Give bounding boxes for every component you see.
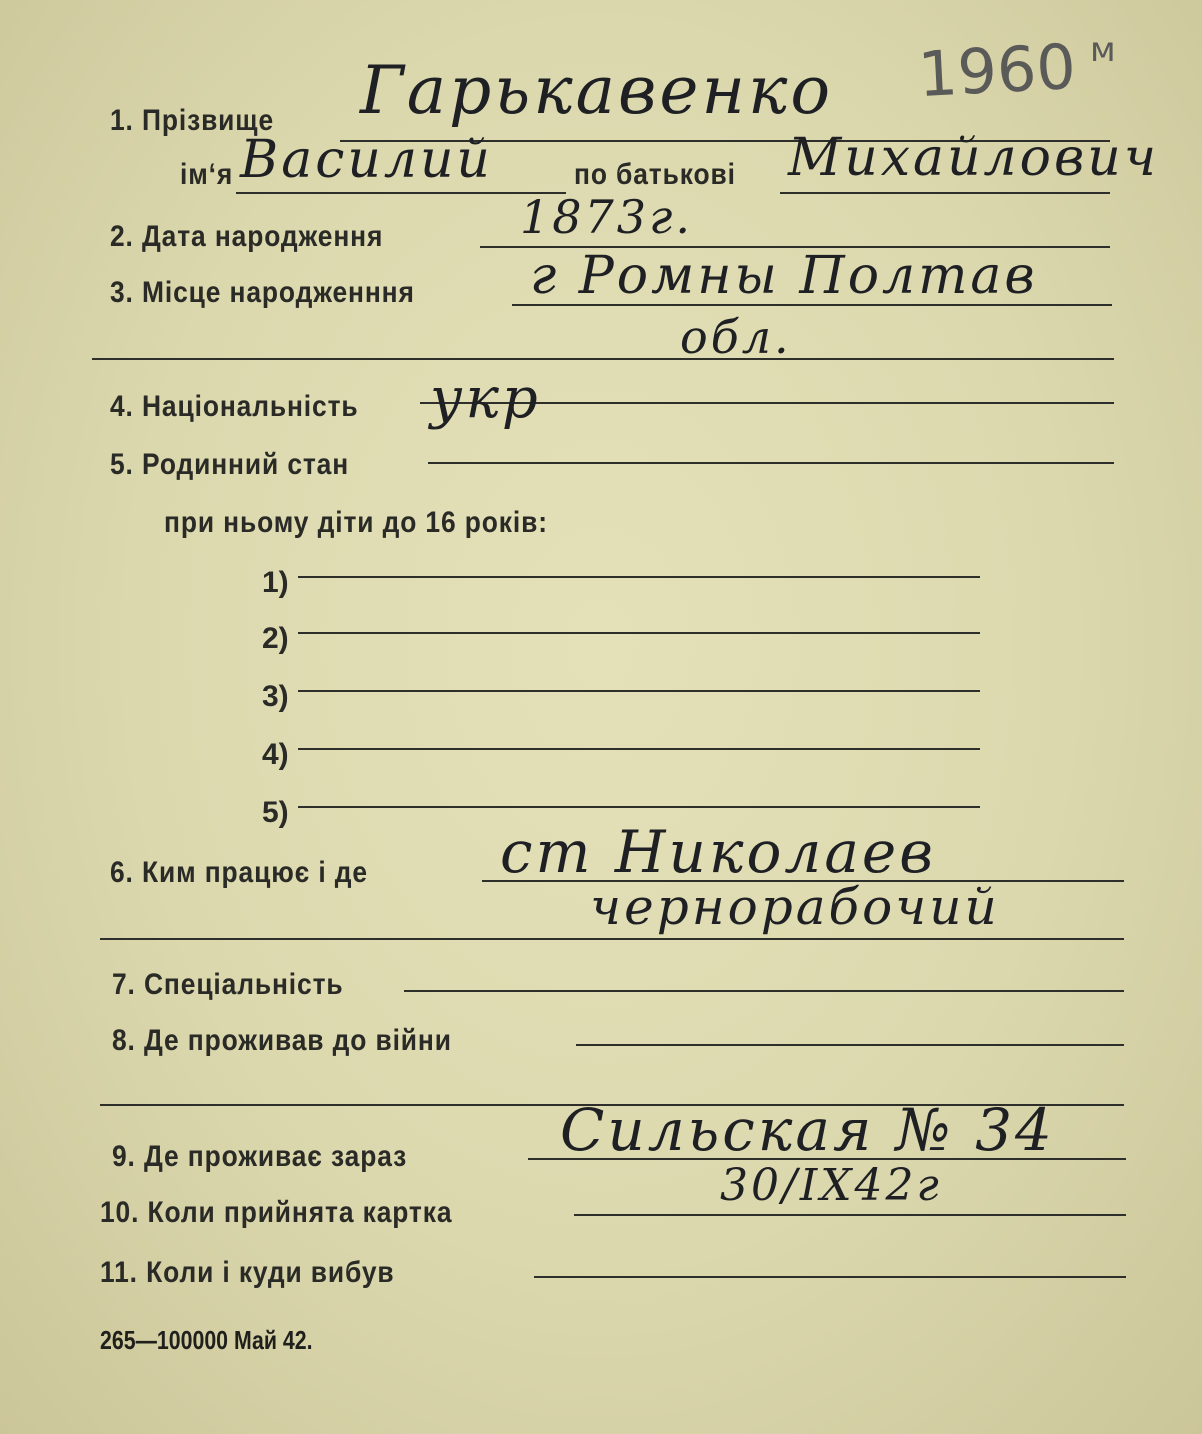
- occupation-value-2: чернорабочий: [590, 878, 1000, 936]
- birth-place-value-2: обл.: [680, 310, 792, 364]
- printer-imprint: 265—100000 Май 42.: [100, 1325, 313, 1355]
- departure-label: 11. Коли і куди вибув: [100, 1256, 395, 1289]
- child-1-line: [298, 576, 980, 578]
- given-name-line: [236, 192, 566, 194]
- birth-place-line-2: [92, 358, 1114, 360]
- nationality-value: укр: [430, 366, 541, 431]
- nationality-label: 4. Національність: [110, 390, 359, 423]
- child-3-label: 3): [262, 680, 289, 713]
- surname-label: 1. Прізвище: [110, 104, 275, 137]
- card-accepted-value: 30/IX42г: [720, 1160, 942, 1211]
- child-5-line: [298, 806, 980, 808]
- marital-status-label: 5. Родинний стан: [110, 448, 350, 481]
- card-accepted-label: 10. Коли прийнята картка: [100, 1196, 453, 1229]
- birth-date-value: 1873г.: [520, 190, 693, 244]
- child-2-label: 2): [262, 622, 289, 655]
- pencil-suffix-mark: м: [1090, 30, 1116, 70]
- prewar-residence-line: [576, 1044, 1124, 1046]
- pencil-year-mark: 1960: [916, 29, 1078, 112]
- patronymic-value: Михайлович: [788, 128, 1160, 188]
- birth-place-value: г Ромны Полтав: [530, 246, 1038, 306]
- child-1-label: 1): [262, 566, 289, 599]
- patronymic-label: по батькові: [574, 158, 736, 191]
- prewar-residence-label: 8. Де проживав до війни: [112, 1024, 452, 1057]
- birth-date-label: 2. Дата народження: [110, 220, 384, 253]
- children-label: при ньому діти до 16 років:: [164, 506, 548, 539]
- current-residence-value: Сильская № 34: [560, 1096, 1055, 1164]
- surname-value: Гарькавенко: [360, 52, 834, 129]
- occupation-label: 6. Ким працює і де: [110, 856, 368, 889]
- marital-status-line: [428, 462, 1114, 464]
- specialty-line: [404, 990, 1124, 992]
- current-residence-label: 9. Де проживає зараз: [112, 1140, 408, 1173]
- occupation-line-2: [100, 938, 1124, 940]
- child-2-line: [298, 632, 980, 634]
- card-accepted-line: [574, 1214, 1126, 1216]
- child-3-line: [298, 690, 980, 692]
- child-4-label: 4): [262, 738, 289, 771]
- specialty-label: 7. Спеціальність: [112, 968, 344, 1001]
- child-4-line: [298, 748, 980, 750]
- child-5-label: 5): [262, 796, 289, 829]
- patronymic-line: [780, 192, 1110, 194]
- given-name-label: ім‘я: [180, 158, 234, 191]
- departure-line: [534, 1276, 1126, 1278]
- birth-place-label: 3. Місце народженння: [110, 276, 415, 309]
- given-name-value: Василий: [240, 130, 493, 190]
- occupation-value: ст Николаев: [500, 818, 936, 886]
